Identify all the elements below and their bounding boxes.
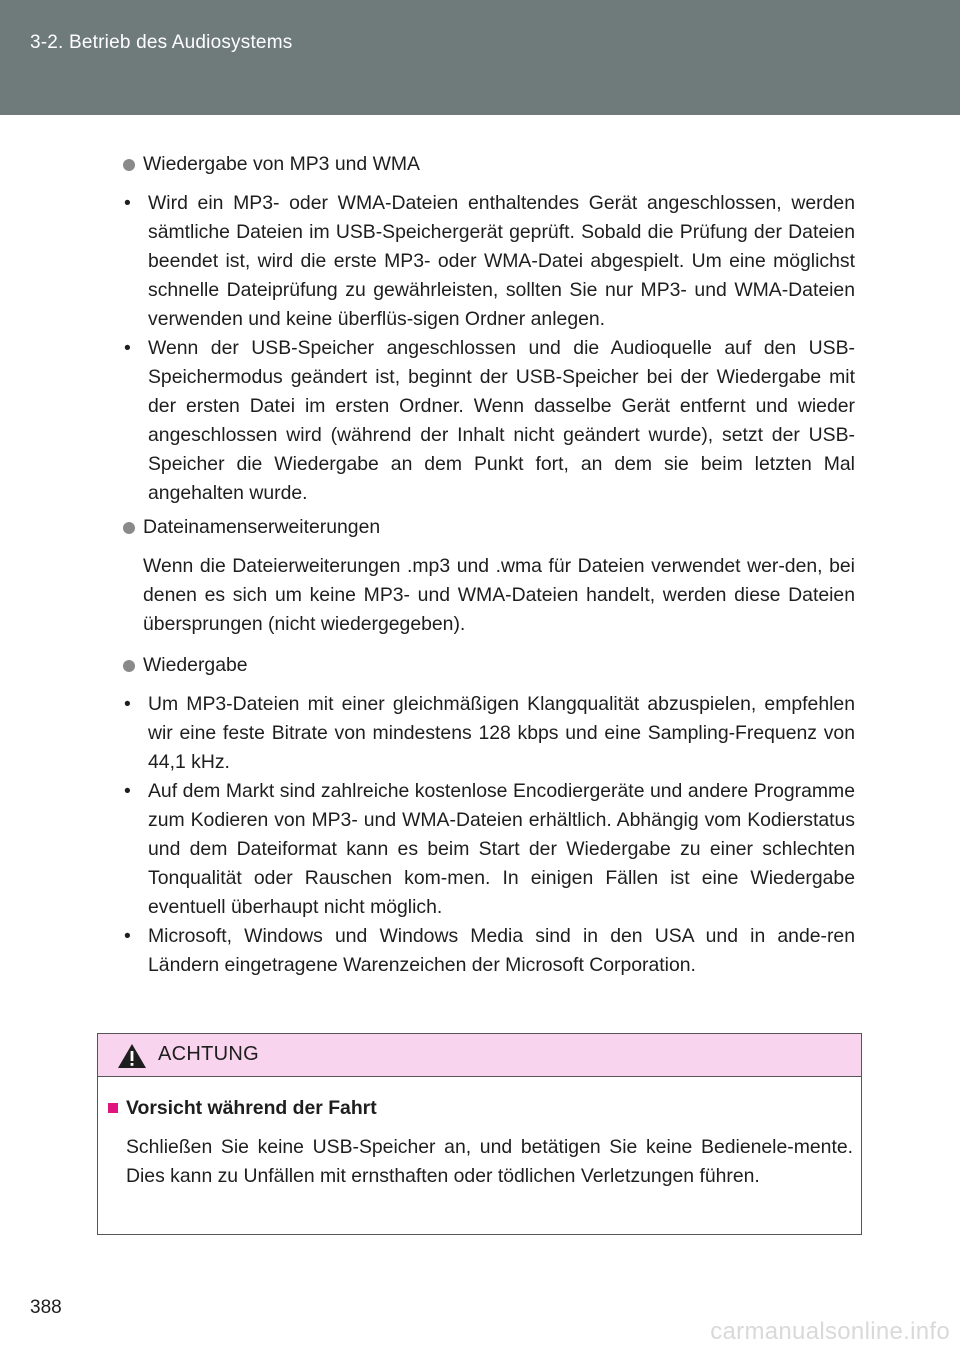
watermark: carmanualsonline.info xyxy=(710,1318,950,1345)
section-heading xyxy=(123,150,855,179)
bullet-mark: • xyxy=(124,337,131,359)
warning-text: Schließen Sie keine USB-Speicher an, und betätigen Sie keine Bedienele-mente. Dies kann zu Unfällen mit ernsthaften oder tödlichen Verletzungen führen. xyxy=(126,1136,853,1187)
warning-body xyxy=(108,1094,853,1191)
list-item xyxy=(123,334,855,508)
warning-triangle-icon xyxy=(117,1043,147,1074)
square-bullet-icon xyxy=(108,1103,118,1113)
list-item xyxy=(123,922,855,980)
warning-title: ACHTUNG xyxy=(158,1043,259,1065)
heading-text: Wiedergabe xyxy=(143,654,248,676)
heading-text: Wiedergabe von MP3 und WMA xyxy=(143,153,420,175)
bullet-mark: • xyxy=(124,693,131,715)
warning-subheading xyxy=(108,1094,853,1123)
bullet-dot-icon xyxy=(123,660,135,672)
section-heading xyxy=(123,651,855,680)
sub-list xyxy=(123,690,855,980)
warning-box xyxy=(97,1033,862,1235)
heading-text: Dateinamenserweiterungen xyxy=(143,516,381,538)
bullet-dot-icon xyxy=(123,522,135,534)
bullet-mark: • xyxy=(124,780,131,802)
list-item-text: Microsoft, Windows und Windows Media sind in den USA und in ande-ren Ländern eingetragene Warenzeichen der Microsoft Corporation. xyxy=(148,925,855,976)
list-item-text: Wird ein MP3- oder WMA-Dateien enthaltendes Gerät angeschlossen, werden sämtliche Dateien im USB-Speichergerät geprüft. Sobald die Prüfung der Dateien beendet ist, wird die erste MP3- oder WMA-Datei abgespielt. Um eine möglichst schnelle Dateiprüfung zu gewährleisten, sollten Sie nur MP3- und WMA-Dateien verwenden und keine überflüs-sigen Ordner anlegen. xyxy=(148,192,855,330)
main-content xyxy=(123,150,855,980)
list-item-text: Auf dem Markt sind zahlreiche kostenlose Encodiergeräte und andere Programme zum Kodieren von MP3- und WMA-Dateien erhältlich. Abhängig vom Kodierstatus und dem Dateiformat kann es beim Start der Wiedergabe zu einer schlechten Tonqualität oder Rauschen kom-men. In einigen Fällen ist eine Wiedergabe eventuell überhaupt nicht möglich. xyxy=(148,780,855,918)
section-paragraph: Wenn die Dateierweiterungen .mp3 und .wma für Dateien verwendet wer-den, bei denen es sich um keine MP3- und WMA-Dateien handelt, werden diese Dateien übersprungen (nicht wiedergegeben). xyxy=(143,555,855,635)
list-item xyxy=(123,777,855,922)
page-header xyxy=(0,0,960,115)
list-item-text: Um MP3-Dateien mit einer gleichmäßigen Klangqualität abzuspielen, empfehlen wir eine feste Bitrate von mindestens 128 kbps und eine Sampling-Frequenz von 44,1 kHz. xyxy=(148,693,855,773)
bullet-mark: • xyxy=(124,192,131,214)
warning-subheading-text: Vorsicht während der Fahrt xyxy=(126,1097,377,1119)
page-number: 388 xyxy=(30,1297,62,1318)
section-heading xyxy=(123,513,855,542)
bullet-mark: • xyxy=(124,925,131,947)
list-item xyxy=(123,690,855,777)
list-item-text: Wenn der USB-Speicher angeschlossen und die Audioquelle auf den USB-Speichermodus geändert ist, beginnt der USB-Speicher bei der Wiedergabe mit der ersten Datei im ersten Ordner. Wenn dasselbe Gerät entfernt und wieder angeschlossen wird (während der Inhalt nicht geändert wurde), setzt der USB-Speicher die Wiedergabe an dem Punkt fort, an dem sie beim letzten Mal angehalten wurde. xyxy=(148,337,855,504)
warning-header xyxy=(98,1034,861,1077)
list-item xyxy=(123,189,855,334)
section-title: 3-2. Betrieb des Audiosystems xyxy=(30,32,293,53)
bullet-dot-icon xyxy=(123,159,135,171)
sub-list xyxy=(123,189,855,508)
